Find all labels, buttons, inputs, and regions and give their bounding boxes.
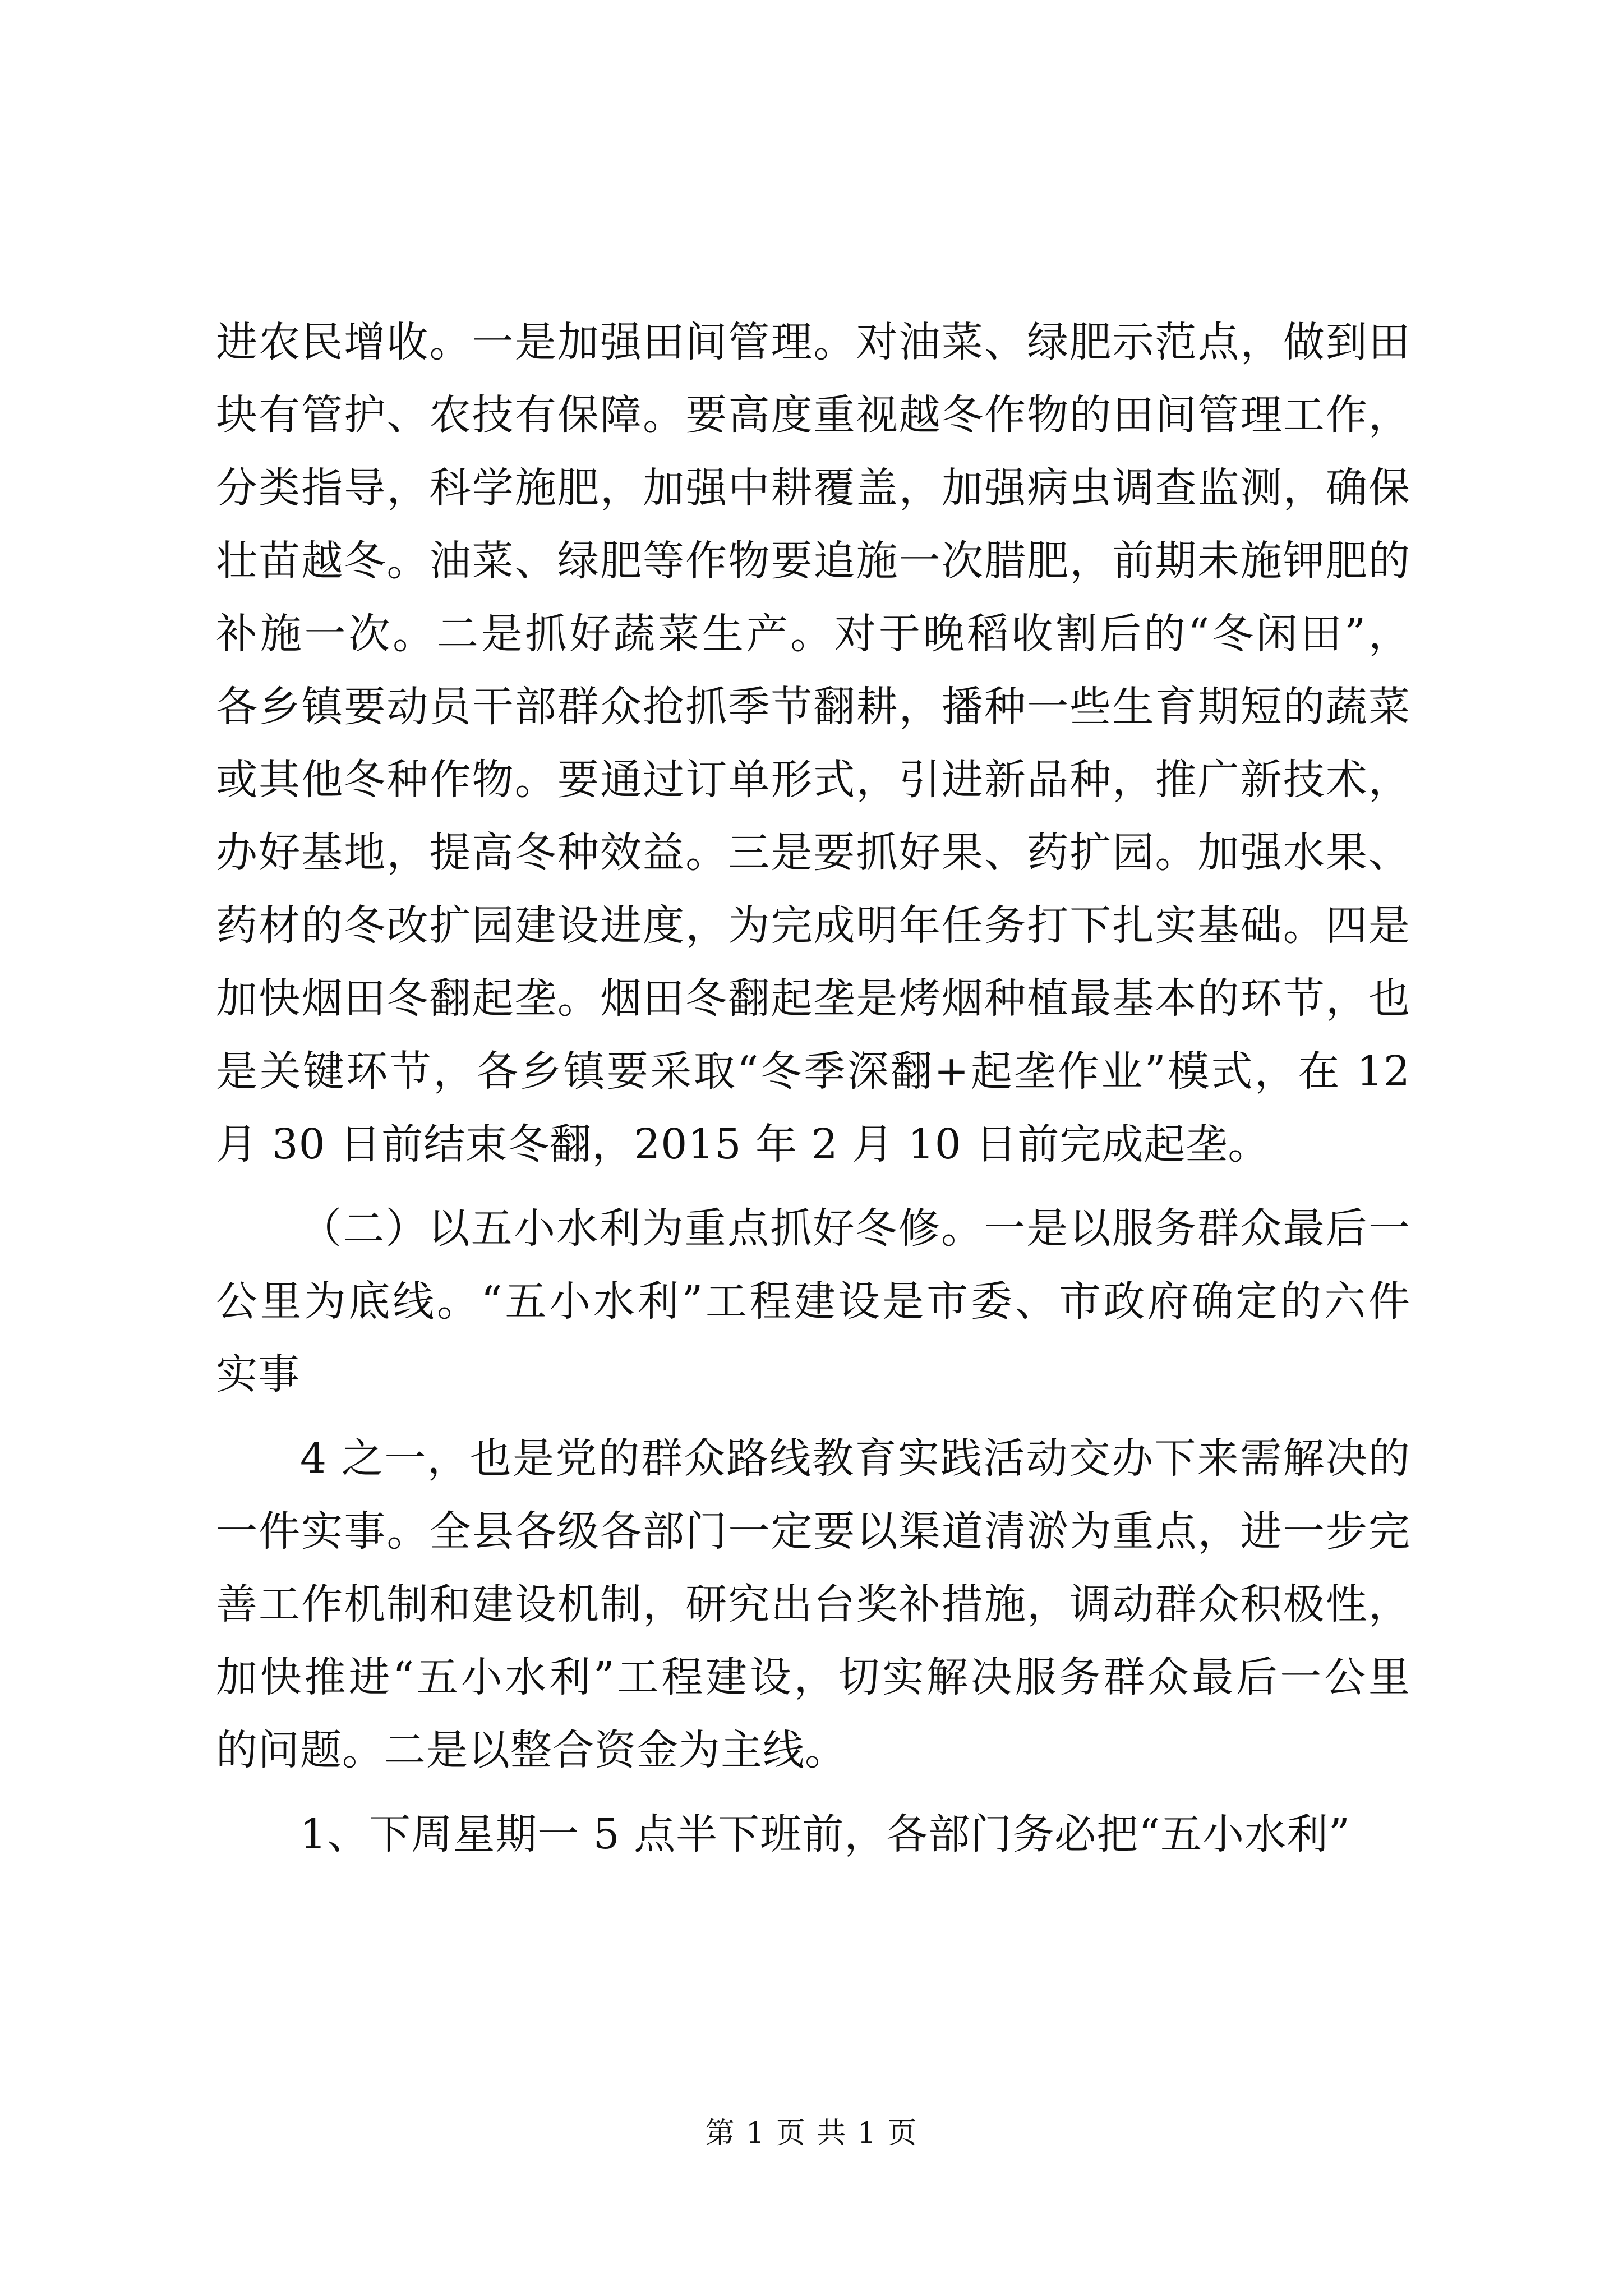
paragraph-line: 加快烟田冬翻起垄。烟田冬翻起垄是烤烟种植最基本的环节，也 (216, 974, 1410, 1023)
paragraph-line: （二）以五小水利为重点抓好冬修。一是以服务群众最后一 (300, 1204, 1410, 1253)
paragraph-line: 进农民增收。一是加强田间管理。对油菜、绿肥示范点，做到田 (216, 318, 1410, 366)
paragraph-line: 4 之一，也是党的群众路线教育实践活动交办下来需解决的 (300, 1434, 1410, 1483)
page-footer: 第 1 页 共 1 页 (705, 2116, 918, 2150)
paragraph-line: 善工作机制和建设机制，研究出台奖补措施，调动群众积极性， (216, 1580, 1410, 1628)
paragraph-line: 加快推进“五小水利”工程建设，切实解决服务群众最后一公里 (216, 1653, 1410, 1701)
paragraph-line: 是关键环节，各乡镇要采取“冬季深翻+起垄作业”模式，在 12 (216, 1047, 1410, 1096)
paragraph-line: 分类指导，科学施肥，加强中耕覆盖，加强病虫调查监测，确保 (216, 464, 1410, 512)
paragraph-line: 办好基地，提高冬种效益。三是要抓好果、药扩园。加强水果、 (216, 829, 1410, 877)
paragraph-line: 1、下周星期一 5 点半下班前，各部门务必把“五小水利” (300, 1810, 1350, 1858)
paragraph-line: 各乡镇要动员干部群众抢抓季节翻耕，播种一些生育期短的蔬菜 (216, 683, 1410, 731)
paragraph-2 (216, 1192, 1410, 1411)
paragraph-3 (216, 1422, 1410, 1787)
paragraph-line: 补施一次。二是抓好蔬菜生产。对于晚稻收割后的“冬闲田”， (216, 610, 1410, 658)
paragraph-4 (216, 1798, 1410, 1871)
paragraph-1 (216, 306, 1410, 1181)
paragraph-line: 块有管护、农技有保障。要高度重视越冬作物的田间管理工作， (216, 391, 1410, 439)
paragraph-line: 公里为底线。“五小水利”工程建设是市委、市政府确定的六件 (216, 1277, 1410, 1326)
paragraph-line: 月 30 日前结束冬翻，2015 年 2 月 10 日前完成起垄。 (216, 1120, 1270, 1168)
paragraph-line: 实事 (216, 1350, 300, 1398)
paragraph-line: 的问题。二是以整合资金为主线。 (216, 1726, 847, 1774)
paragraph-line: 或其他冬种作物。要通过订单形式，引进新品种，推广新技术， (216, 756, 1410, 804)
document-body (216, 306, 1410, 1871)
paragraph-line: 壮苗越冬。油菜、绿肥等作物要追施一次腊肥，前期未施钾肥的 (216, 537, 1410, 585)
paragraph-line: 药材的冬改扩园建设进度，为完成明年任务打下扎实基础。四是 (216, 901, 1410, 950)
paragraph-line: 一件实事。全县各级各部门一定要以渠道清淤为重点，进一步完 (216, 1507, 1410, 1556)
